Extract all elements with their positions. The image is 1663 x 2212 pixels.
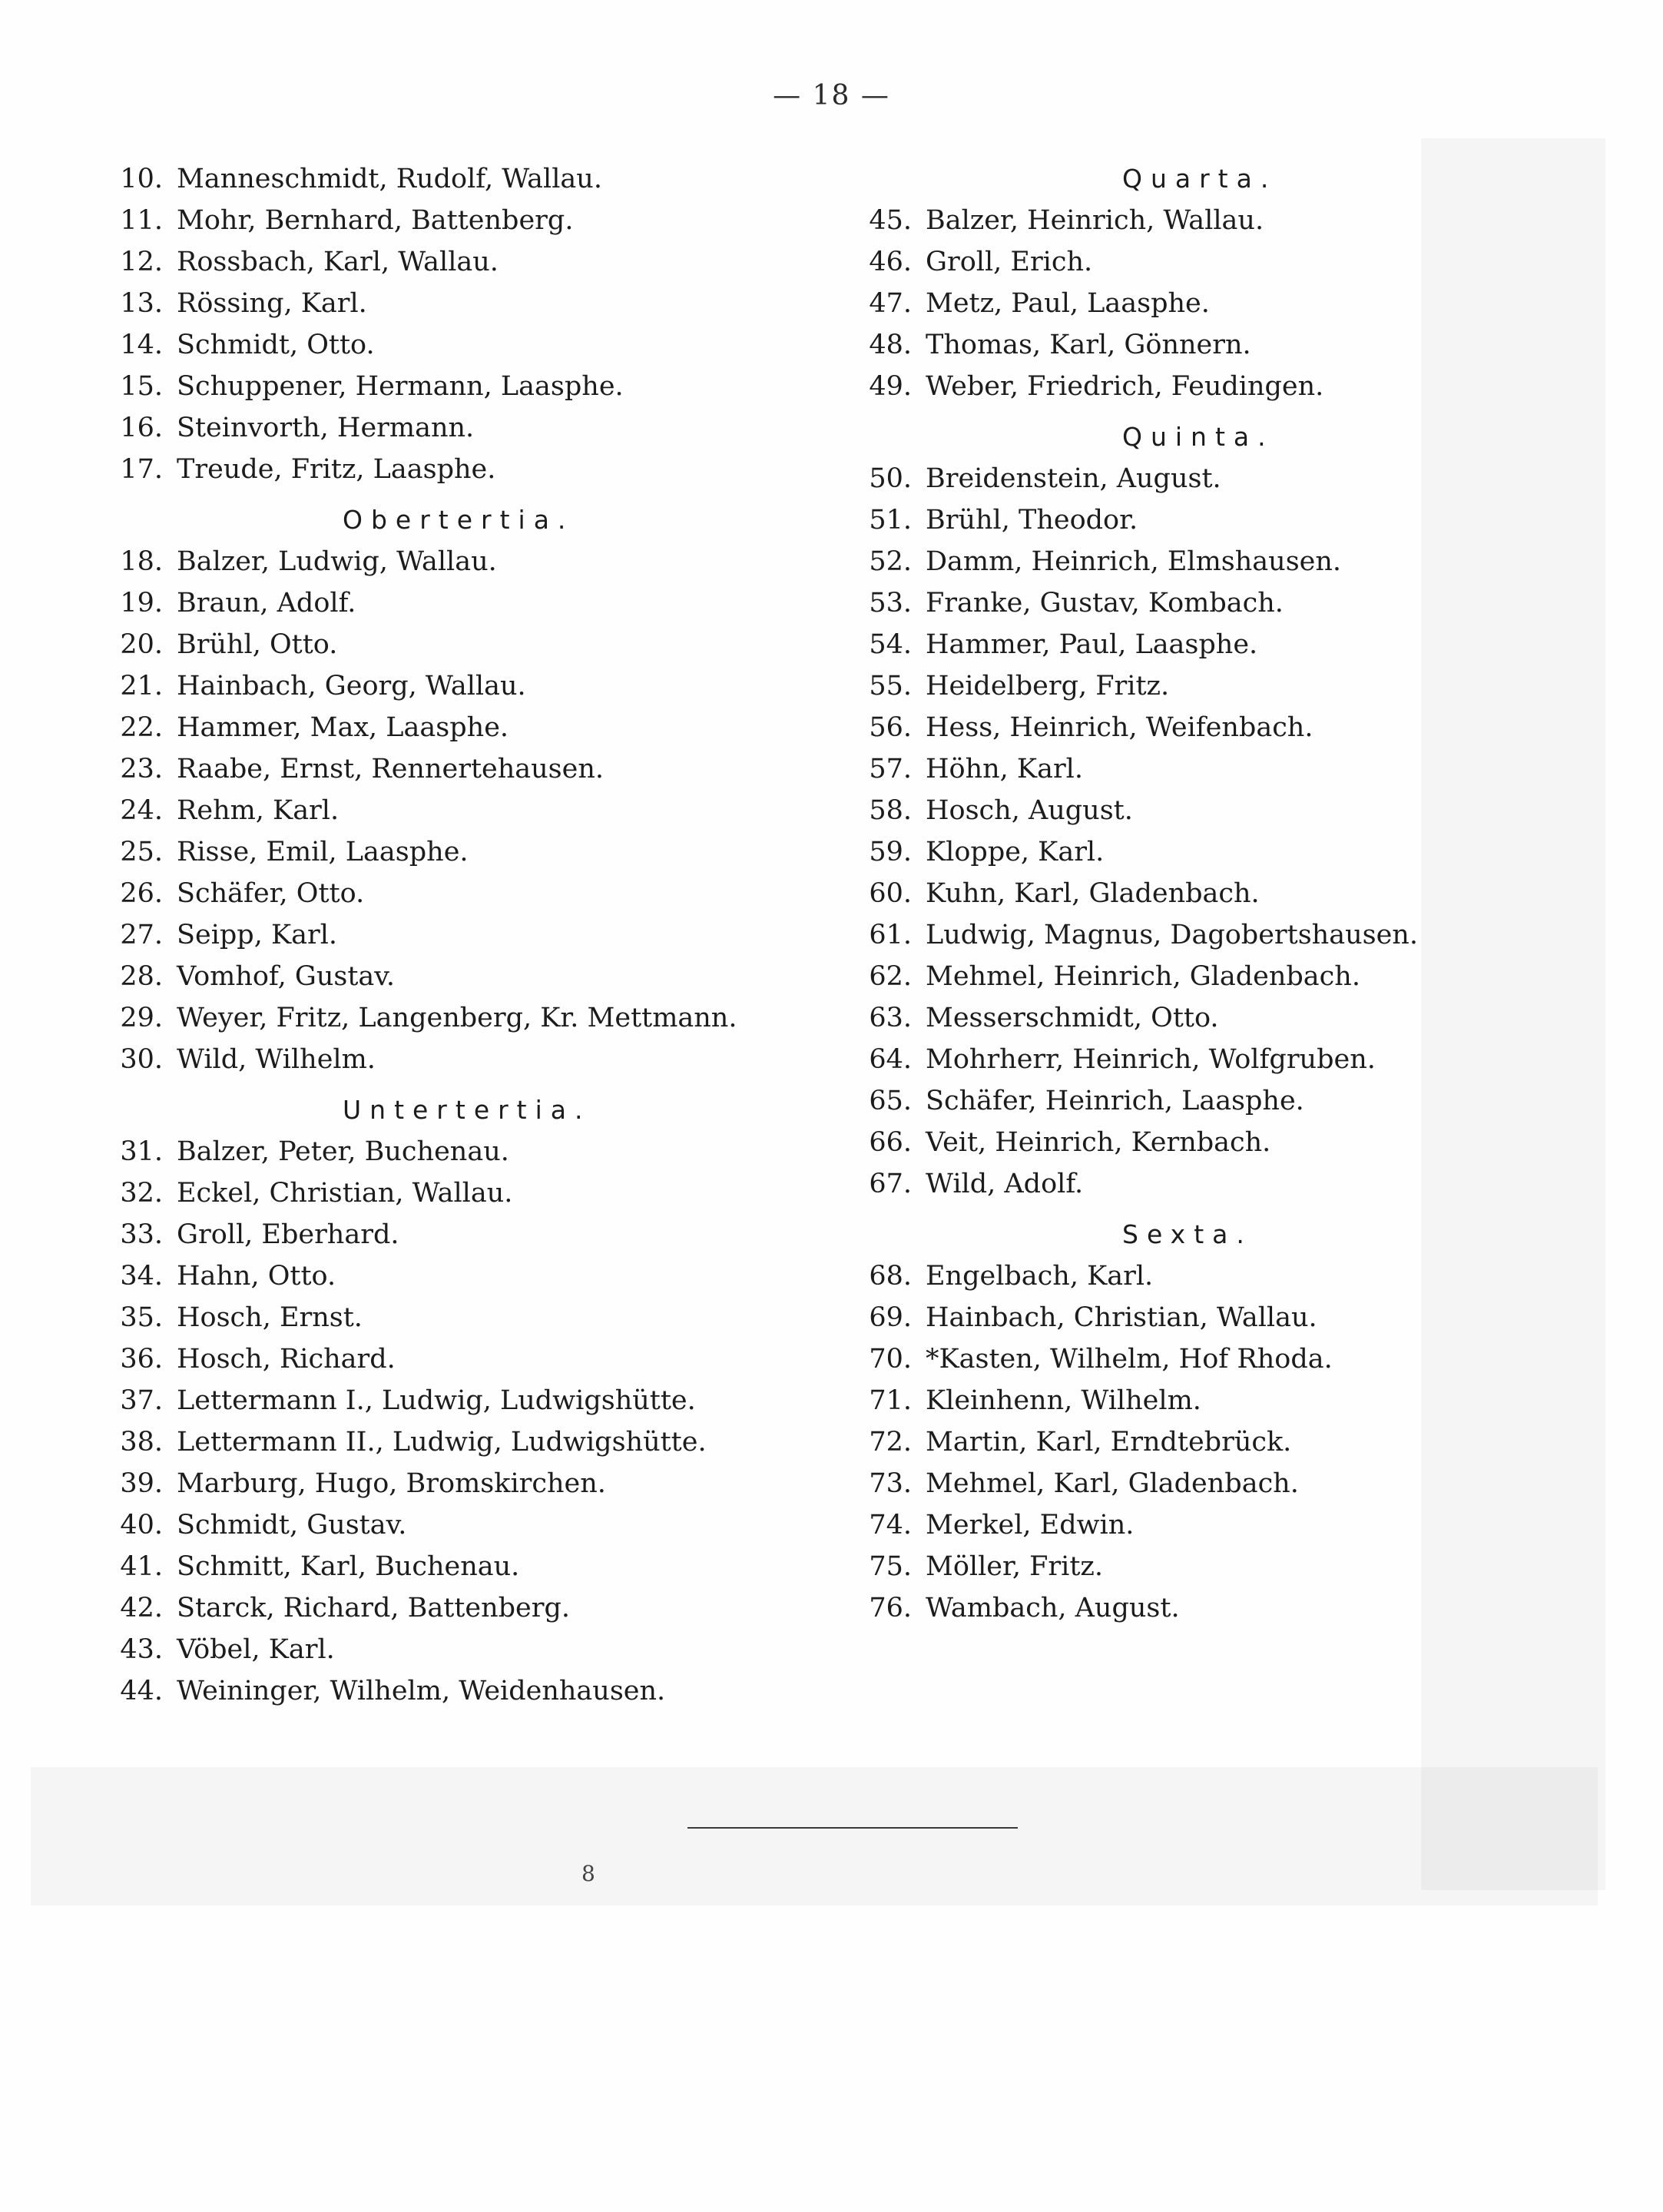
student-name: Mehmel, Karl, Gladenbach. (926, 1468, 1299, 1499)
student-entry (100, 1172, 837, 1214)
student-name: Schmitt, Karl, Buchenau. (177, 1551, 520, 1582)
student-entry (100, 748, 837, 790)
entry-number: 47. (869, 288, 912, 319)
student-name: Raabe, Ernst, Rennertehausen. (177, 754, 605, 784)
section-gap (849, 1205, 1586, 1214)
student-entry (100, 324, 837, 366)
student-name: Balzer, Heinrich, Wallau. (926, 205, 1264, 236)
student-name: Wild, Wilhelm. (177, 1044, 376, 1075)
student-name: Groll, Erich. (926, 247, 1093, 277)
entry-number: 19. (120, 588, 163, 618)
student-entry (849, 1421, 1586, 1463)
student-name: Hosch, Richard. (177, 1344, 396, 1375)
student-entry (100, 1587, 837, 1629)
student-name: Hammer, Max, Laasphe. (177, 712, 509, 743)
student-name: Schmidt, Gustav. (177, 1510, 407, 1540)
entry-number: 40. (120, 1510, 163, 1540)
class-heading: Quarta. (1122, 164, 1277, 194)
entry-number: 67. (869, 1169, 912, 1199)
entry-number: 23. (120, 754, 163, 784)
student-name: Ludwig, Magnus, Dagobertshausen. (926, 920, 1418, 950)
section-gap (100, 490, 837, 499)
entry-number: 28. (120, 961, 163, 992)
class-heading: Untertertia. (343, 1095, 591, 1125)
entry-number: 32. (120, 1178, 163, 1209)
right-column (849, 158, 1586, 1629)
student-name: Eckel, Christian, Wallau. (177, 1178, 513, 1209)
student-entry (849, 1546, 1586, 1587)
student-entry (100, 1421, 837, 1463)
entry-number: 13. (120, 288, 163, 319)
student-name: Höhn, Karl. (926, 754, 1083, 784)
student-entry (100, 1546, 837, 1587)
entry-number: 29. (120, 1003, 163, 1033)
entry-number: 41. (120, 1551, 163, 1582)
student-name: Braun, Adolf. (177, 588, 356, 618)
class-heading: Obertertia. (343, 505, 575, 535)
student-name: Wambach, August. (926, 1593, 1180, 1623)
student-name: Weyer, Fritz, Langenberg, Kr. Mettmann. (177, 1003, 737, 1033)
student-entry (849, 1080, 1586, 1122)
student-entry (849, 831, 1586, 873)
student-name: Steinvorth, Hermann. (177, 413, 475, 443)
student-name: Groll, Eberhard. (177, 1219, 399, 1250)
student-entry (100, 200, 837, 241)
student-name: Lettermann II., Ludwig, Ludwigshütte. (177, 1427, 707, 1458)
entry-number: 54. (869, 629, 912, 660)
student-entry (100, 1670, 837, 1712)
student-entry (849, 366, 1586, 407)
entry-number: 52. (869, 546, 912, 577)
student-name: Rossbach, Karl, Wallau. (177, 247, 499, 277)
student-entry (100, 449, 837, 490)
student-entry (849, 665, 1586, 707)
student-entry (849, 541, 1586, 582)
student-entry (100, 1504, 837, 1546)
entry-number: 51. (869, 505, 912, 536)
entry-number: 71. (869, 1385, 912, 1416)
entry-number: 21. (120, 671, 163, 701)
student-entry (849, 200, 1586, 241)
student-name: Rehm, Karl. (177, 795, 340, 826)
student-name: Balzer, Ludwig, Wallau. (177, 546, 497, 577)
entry-number: 55. (869, 671, 912, 701)
student-name: Brühl, Otto. (177, 629, 338, 660)
student-entry (849, 1338, 1586, 1380)
student-entry (100, 1380, 837, 1421)
entry-number: 14. (120, 330, 163, 360)
student-name: Risse, Emil, Laasphe. (177, 837, 469, 867)
entry-number: 56. (869, 712, 912, 743)
student-name: Hosch, August. (926, 795, 1133, 826)
student-entry (100, 1629, 837, 1670)
entry-number: 26. (120, 878, 163, 909)
entry-number: 22. (120, 712, 163, 743)
student-entry (100, 283, 837, 324)
student-name: Damm, Heinrich, Elmshausen. (926, 546, 1342, 577)
student-entry (100, 665, 837, 707)
student-entry (100, 1463, 837, 1504)
student-entry (100, 956, 837, 997)
entry-number: 74. (869, 1510, 912, 1540)
student-entry (100, 624, 837, 665)
student-name: Schäfer, Otto. (177, 878, 365, 909)
entry-number: 65. (869, 1086, 912, 1116)
student-entry (100, 1297, 837, 1338)
student-entry (849, 914, 1586, 956)
entry-number: 72. (869, 1427, 912, 1458)
student-name: Schäfer, Heinrich, Laasphe. (926, 1086, 1304, 1116)
entry-number: 34. (120, 1261, 163, 1292)
entry-number: 50. (869, 463, 912, 494)
student-name: Mohrherr, Heinrich, Wolfgruben. (926, 1044, 1376, 1075)
entry-number: 75. (869, 1551, 912, 1582)
student-entry (849, 1587, 1586, 1629)
entry-number: 76. (869, 1593, 912, 1623)
student-entry (849, 1255, 1586, 1297)
entry-number: 63. (869, 1003, 912, 1033)
entry-number: 24. (120, 795, 163, 826)
entry-number: 66. (869, 1127, 912, 1158)
student-name: Mohr, Bernhard, Battenberg. (177, 205, 574, 236)
section-gap (100, 1080, 837, 1089)
student-name: Mehmel, Heinrich, Gladenbach. (926, 961, 1360, 992)
class-heading: Sexta. (1122, 1219, 1253, 1249)
entry-number: 69. (869, 1302, 912, 1333)
student-name: Seipp, Karl. (177, 920, 338, 950)
student-entry (100, 241, 837, 283)
student-entry (100, 873, 837, 914)
student-entry (849, 241, 1586, 283)
left-column (100, 158, 837, 1712)
entry-number: 64. (869, 1044, 912, 1075)
closing-rule (687, 1827, 1018, 1829)
student-name: Kloppe, Karl. (926, 837, 1105, 867)
student-entry (100, 1255, 837, 1297)
student-entry (849, 1297, 1586, 1338)
entry-number: 49. (869, 371, 912, 402)
entry-number: 11. (120, 205, 163, 236)
student-name: Breidenstein, August. (926, 463, 1221, 494)
student-entry (849, 1380, 1586, 1421)
student-name: Hosch, Ernst. (177, 1302, 363, 1333)
student-name: Engelbach, Karl. (926, 1261, 1154, 1292)
student-name: Franke, Gustav, Kombach. (926, 588, 1284, 618)
student-name: Hainbach, Georg, Wallau. (177, 671, 526, 701)
entry-number: 15. (120, 371, 163, 402)
entry-number: 46. (869, 247, 912, 277)
entry-number: 60. (869, 878, 912, 909)
entry-number: 38. (120, 1427, 163, 1458)
student-name: Metz, Paul, Laasphe. (926, 288, 1210, 319)
student-entry (849, 1463, 1586, 1504)
student-name: Hess, Heinrich, Weifenbach. (926, 712, 1314, 743)
student-entry (100, 1214, 837, 1255)
student-name: Thomas, Karl, Gönnern. (926, 330, 1251, 360)
student-entry (100, 1338, 837, 1380)
entry-number: 59. (869, 837, 912, 867)
student-name: Kuhn, Karl, Gladenbach. (926, 878, 1260, 909)
student-entry (849, 790, 1586, 831)
student-entry (849, 1504, 1586, 1546)
entry-number: 43. (120, 1634, 163, 1665)
student-name: Weininger, Wilhelm, Weidenhausen. (177, 1676, 666, 1706)
class-heading: Quinta. (1122, 422, 1274, 452)
entry-number: 44. (120, 1676, 163, 1706)
entry-number: 39. (120, 1468, 163, 1499)
student-entry (100, 914, 837, 956)
entry-number: 17. (120, 454, 163, 485)
student-name: Vöbel, Karl. (177, 1634, 335, 1665)
entry-number: 33. (120, 1219, 163, 1250)
entry-number: 37. (120, 1385, 163, 1416)
student-name: Weber, Friedrich, Feudingen. (926, 371, 1324, 402)
student-name: Lettermann I., Ludwig, Ludwigshütte. (177, 1385, 696, 1416)
student-entry (849, 956, 1586, 997)
entry-number: 73. (869, 1468, 912, 1499)
student-entry (100, 707, 837, 748)
student-entry (849, 748, 1586, 790)
student-name: Marburg, Hugo, Bromskirchen. (177, 1468, 606, 1499)
paper-show-through-bottom (31, 1767, 1598, 1905)
student-entry (100, 1039, 837, 1080)
student-name: Wild, Adolf. (926, 1169, 1084, 1199)
student-name: Kleinhenn, Wilhelm. (926, 1385, 1201, 1416)
entry-number: 62. (869, 961, 912, 992)
student-name: Hahn, Otto. (177, 1261, 336, 1292)
student-name: Messerschmidt, Otto. (926, 1003, 1219, 1033)
entry-number: 42. (120, 1593, 163, 1623)
student-name: Schmidt, Otto. (177, 330, 375, 360)
student-name: Möller, Fritz. (926, 1551, 1103, 1582)
student-entry (849, 1163, 1586, 1205)
student-name: Veit, Heinrich, Kernbach. (926, 1127, 1271, 1158)
section-gap (849, 407, 1586, 416)
student-entry (100, 366, 837, 407)
entry-number: 36. (120, 1344, 163, 1375)
student-entry (849, 582, 1586, 624)
student-entry (849, 458, 1586, 499)
student-name: Hammer, Paul, Laasphe. (926, 629, 1258, 660)
student-entry (849, 283, 1586, 324)
student-entry (100, 541, 837, 582)
student-name: Heidelberg, Fritz. (926, 671, 1170, 701)
entry-number: 61. (869, 920, 912, 950)
student-entry (849, 624, 1586, 665)
student-entry (849, 1039, 1586, 1080)
entry-number: 30. (120, 1044, 163, 1075)
entry-number: 25. (120, 837, 163, 867)
student-name: Treude, Fritz, Laasphe. (177, 454, 496, 485)
page-number: — 18 — (773, 80, 890, 111)
entry-number: 45. (869, 205, 912, 236)
entry-number: 27. (120, 920, 163, 950)
student-entry (849, 707, 1586, 748)
student-entry (100, 790, 837, 831)
footer-mark: 8 (581, 1861, 595, 1886)
student-name: Schuppener, Hermann, Laasphe. (177, 371, 624, 402)
entry-number: 35. (120, 1302, 163, 1333)
student-entry (849, 1122, 1586, 1163)
student-name: Vomhof, Gustav. (177, 961, 396, 992)
student-name: Hainbach, Christian, Wallau. (926, 1302, 1317, 1333)
entry-number: 58. (869, 795, 912, 826)
student-name: Martin, Karl, Erndtebrück. (926, 1427, 1292, 1458)
entry-number: 31. (120, 1136, 163, 1167)
student-name: Starck, Richard, Battenberg. (177, 1593, 570, 1623)
entry-number: 20. (120, 629, 163, 660)
entry-number: 68. (869, 1261, 912, 1292)
student-entry (100, 1131, 837, 1172)
entry-number: 18. (120, 546, 163, 577)
student-entry (100, 831, 837, 873)
student-name: Balzer, Peter, Buchenau. (177, 1136, 509, 1167)
entry-number: 53. (869, 588, 912, 618)
student-entry (100, 997, 837, 1039)
student-name: Brühl, Theodor. (926, 505, 1138, 536)
entry-number: 70. (869, 1344, 912, 1375)
student-entry (849, 324, 1586, 366)
entry-number: 16. (120, 413, 163, 443)
student-name: Manneschmidt, Rudolf, Wallau. (177, 164, 602, 194)
entry-number: 12. (120, 247, 163, 277)
student-entry (100, 582, 837, 624)
student-entry (849, 873, 1586, 914)
student-name: *Kasten, Wilhelm, Hof Rhoda. (926, 1344, 1333, 1375)
student-entry (849, 997, 1586, 1039)
student-name: Rössing, Karl. (177, 288, 367, 319)
student-entry (100, 158, 837, 200)
entry-number: 10. (120, 164, 163, 194)
entry-number: 48. (869, 330, 912, 360)
entry-number: 57. (869, 754, 912, 784)
student-entry (100, 407, 837, 449)
student-name: Merkel, Edwin. (926, 1510, 1135, 1540)
student-entry (849, 499, 1586, 541)
